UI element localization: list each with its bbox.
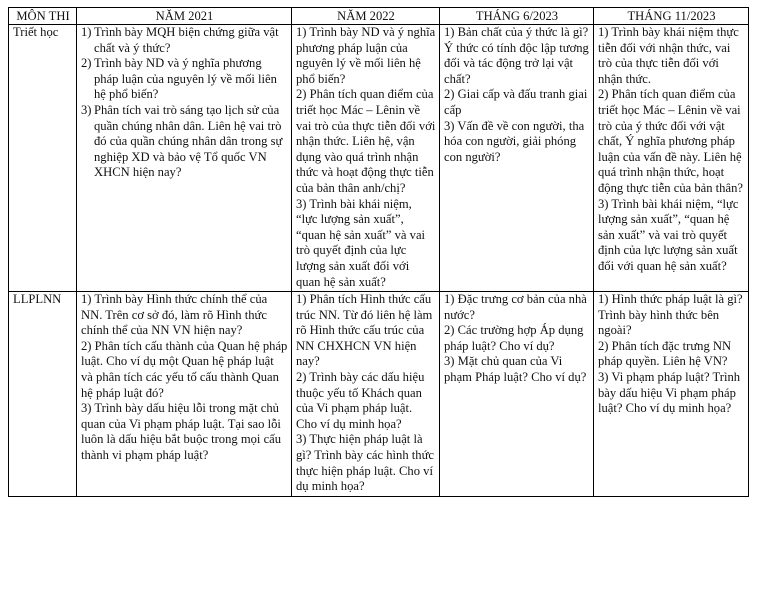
header-nov-2023: THÁNG 11/2023 (594, 8, 749, 25)
subject-cell: LLPLNN (9, 292, 77, 497)
cell-2022 (292, 292, 440, 497)
header-2022: NĂM 2022 (292, 8, 440, 25)
question-item: 1) Phân tích Hình thức cấu trúc NN. Từ đó liên hệ làm rõ Hình thức cấu trúc của NN CHXHCN VN hiện nay? (296, 292, 433, 369)
question-item: 1) Trình bày Hình thức chính thể của NN. Trên cơ sở đó, làm rõ Hình thức chính thể của NN VN hiện nay? (81, 292, 268, 338)
question-item: 2) Phân tích quan điểm của triết học Mác – Lênin về vai trò của thực tiễn đối với nhận thức. Liên hệ, vận dụng vào quá trình nhận thức và hoạt động thực tiễn của bản thân anh/chị? (296, 87, 436, 195)
question-item: 3) Phân tích vai trò sáng tạo lịch sử của quần chúng nhân dân. Liên hệ vai trò đó của quần chúng nhân dân trong sự nghiệp XD và bảo vệ Tổ quốc VN XHCN hiện nay? (81, 102, 283, 180)
question-list (81, 25, 288, 181)
table-row (9, 25, 749, 292)
cell-jun-2023 (440, 25, 594, 292)
cell-2021 (77, 25, 292, 292)
question-item: 1) Đặc trưng cơ bản của nhà nước? (444, 292, 587, 322)
question-item: 1) Bản chất của ý thức là gì? Ý thức có tính độc lập tương đối và tác động trở lại vật chất? (444, 25, 589, 86)
subject-cell: Triết học (9, 25, 77, 292)
cell-2022 (292, 25, 440, 292)
table-row (9, 292, 749, 497)
header-2021: NĂM 2021 (77, 8, 292, 25)
cell-jun-2023 (440, 292, 594, 497)
question-item: 2) Phân tích cấu thành của Quan hệ pháp luật. Cho ví dụ một Quan hệ pháp luật và phân tích các yếu tố cấu thành Quan hệ pháp luật đó? (81, 338, 288, 400)
header-subject: MÔN THI (9, 8, 77, 25)
question-item: 3) Trình bài khái niệm, “lực lượng sản xuất”, “quan hệ sản xuất” và vai trò quyết định của lực lượng sản xuất đối với quan hệ sản xuất? (296, 196, 426, 289)
question-item: 3) Vi phạm pháp luật? Trình bày dấu hiệu Vi phạm pháp luật? Cho ví dụ minh họa? (598, 370, 741, 416)
question-item: 1) Hình thức pháp luật là gì? Trình bày hình thức bên ngoài? (598, 292, 743, 338)
question-item: 3) Trình bày dấu hiệu lỗi trong mặt chủ quan của Vi phạm pháp luật. Tại sao lỗi luôn là dấu hiệu bắt buộc trong mọi cấu thành vi phạm pháp luật? (81, 401, 282, 463)
question-item: 3) Thực hiện pháp luật là gì? Trình bày các hình thức thực hiện pháp luật. Cho ví dụ minh họa? (296, 432, 434, 494)
question-item: 2) Trình bày các dấu hiệu thuộc yếu tố Khách quan của Vi phạm pháp luật. Cho ví dụ minh họa? (296, 370, 425, 431)
question-item: 2) Các trường hợp Áp dụng pháp luật? Cho ví dụ? (444, 323, 584, 353)
header-jun-2023: THÁNG 6/2023 (440, 8, 594, 25)
question-item: 2) Phân tích đặc trưng NN pháp quyền. Liên hệ VN? (598, 338, 732, 369)
cell-2021 (77, 292, 292, 497)
question-item: 1) Trình bày khái niệm thực tiễn đối với nhận thức, vai trò của thực tiễn đối với nhận thức. (598, 25, 739, 86)
cell-nov-2023 (594, 25, 749, 292)
header-row (9, 8, 749, 25)
question-item: 2) Giai cấp và đấu tranh giai cấp (444, 87, 588, 117)
question-item: 3) Mặt chủ quan của Vi phạm Pháp luật? Cho ví dụ? (444, 354, 587, 385)
question-item: 3) Vấn đề về con người, tha hóa con người, giải phóng con người? (444, 118, 585, 164)
question-item: 2) Trình bày ND và ý nghĩa phương pháp luận của nguyên lý về mối liên hệ phổ biến? (81, 56, 277, 102)
question-item: 3) Trình bài khái niệm, “lực lượng sản xuất”, “quan hệ sản xuất” và vai trò quyết định của lực lượng sản xuất đối với quan hệ sản xuất? (598, 196, 739, 273)
question-item: 1) Trình bày ND và ý nghĩa phương pháp luận của nguyên lý về mối liên hệ phổ biến? (296, 25, 436, 86)
question-item: 1) Trình bày MQH biện chứng giữa vật chất và ý thức? (81, 25, 279, 55)
exam-questions-table (8, 7, 749, 497)
cell-nov-2023 (594, 292, 749, 497)
question-item: 2) Phân tích quan điểm của triết học Mác – Lênin về vai trò của ý thức đối với vật chất, Ý nghĩa phương pháp luận của vấn đề này. Liên hệ quá trình nhận thức, hoạt động thực tiễn của bản thân? (598, 87, 743, 195)
